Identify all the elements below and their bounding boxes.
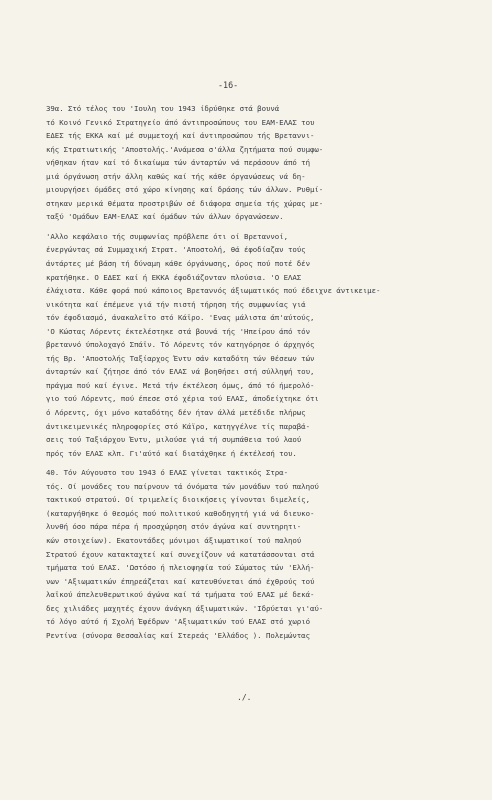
paragraph-39a [46,102,466,224]
text-line: νήθηκαν ήταν καί τό δικαίωμα τών άνταρτών νά περάσουν άπό τή [46,158,310,168]
text-line: δες χιλιάδες μαχητές έχουν άνάγκη άξιωματικών. 'Ιδρύεται γι'αύ- [46,603,324,613]
text-line: σεις τού Ταξιάρχου Έντυ, μιλούσε γιά τή συμπάθεια τού λαού [46,435,302,445]
text-line: Ρεντίνα (σύνορα Θεσσαλίας καί Στερεάς 'Ελλάδος ). Πολεμώντας [46,630,310,640]
paragraph-allo-kefalaio [46,230,466,460]
paragraph-40 [46,466,466,642]
text-line: τό Κοινό Γενικό Στρατηγείο άπό άντιπροσώπους του ΕΑΜ-ΕΛΑΣ του [46,117,315,127]
page-number: -16- [218,80,239,90]
text-line: έλάχιστα. Κάθε φορά πού κάποιος Βρεταννός άξιωματικός πού έδειχνε άντικειμε- [46,286,381,296]
text-line: τό λόγο αύτό ή Σχολή Έφέδρων 'Αξιωματικών τού ΕΛΑΣ στό χωριό [46,617,310,627]
text-line: 39α. Στό τέλος του 'Ιουλη του 1943 ίδρύθηκε στά βουνά [46,104,280,113]
text-line: κρατήθηκε. Ο ΕΔΕΣ καί ή ΕΚΚΑ έφοδιάζονταν πλούσια. 'Ο ΕΛΑΣ [46,272,302,282]
text-line: βρεταννό ύπολοχαγό Σπάϊν. Τό Λόρεντς τόν κατηγόρησε ό άρχηγός [46,340,315,350]
text-line: πρός τόν ΕΛΑΣ κλπ. Γι'αύτό καί διατάχθηκε ή έκτέλεσή του. [46,448,297,458]
text-line: τός. Οί μονάδες του παίρνουν τά όνόματα τών μονάδων τού παληού [46,481,319,491]
text-line: 'Αλλο κεφάλαιο τής συμφωνίας πρόβλεπε ότι οί Βρεταννοί, [46,231,288,241]
text-line: κών στοιχείων). Εκατοντάδες μόνιμοι άξιωματικοί τού παληού [46,535,302,545]
text-line: άνταρτών καί ζήτησε άπό τόν ΕΛΑΣ νά βοηθήσει στή σύλληψή του, [46,367,315,377]
text-line: νικότητα καί έπέμενε γιά τήν πιστή τήρηση τής συμφωνίας γιά [46,299,306,309]
continuation-mark: ./. [237,693,252,702]
text-line: τμήματα τού ΕΛΑΣ. 'Ωστόσο ή πλειοψηφία τού Σώματος τών 'Ελλή- [46,563,315,573]
text-line: νων 'Αξιωματικών έπηρεάζεται καί κατευθύνεται άπό έχθρούς τού [46,576,315,586]
text-line: ΕΔΕΣ τής ΕΚΚΑ καί μέ συμμετοχή καί άντιπροσώπου τής Βρεταννι- [46,131,315,141]
text-line: ένεργώντας σά Συμμαχική Στρατ. 'Αποστολή, θά έφοδίαζαν τούς [46,245,306,255]
text-line: τόν έφοδιασμό, άνακαλεϊτο στό Κάϊρο. 'Ενας μάλιστα άπ'αύτούς, [46,313,315,323]
text-line: μιά όργάνωση στήν άλλη καθώς καί τής κάθε όργανώσεως νά δη- [46,171,306,181]
text-line: άντικειμενικές πληροφορίες στό Κάϊρο, κατηγγέλνε τίς παραβά- [46,421,310,431]
text-line: κής Στρατιωτικής 'Αποστολής.'Ανάμεσα σ'άλλα ζητήματα πού συμφω- [46,144,324,154]
text-line: μιουργήσει όμάδες στό χώρο κίνησης καί δράσης τών άλλων. Ρυθμί- [46,185,324,195]
text-line: τακτικού στρατού. Οί τριμελείς διοικήσεις γίνονται διμελείς, [46,495,310,505]
text-line: λυνθή όσο πάρα πέρα ή προσχώρηση στόν άγώνα καί συντηρητι- [46,522,302,532]
text-line: πράγμα πού καί έγινε. Μετά τήν έκτέλεση όμως, άπό τό ήμερολό- [46,380,315,390]
body-text [46,102,466,642]
text-line: στηκαν μερικά θέματα προστριβών σέ διάφορα σημεία τής χώρας με- [46,198,324,208]
text-line: λαϊκού άπελευθερωτικού άγώνα καί τά τμήματα τού ΕΛΑΣ μέ δεκά- [46,590,315,600]
text-line: (καταργήθηκε ό θεσμός πού πολιτικού καθοδηγητή γιά νά διευκο- [46,508,315,518]
text-line: 40. Τόν Αύγουστο του 1943 ό ΕΛΑΣ γίνεται τακτικός Στρα- [46,468,288,478]
text-line: ταξύ 'Ομάδων ΕΑΜ-ΕΛΑΣ καί όμάδων τών άλλων όργανώσεων. [46,212,284,222]
text-line: ό Λόρεντς, όχι μόνο καταδότης δέν ήταν άλλά μετέδιδε πλήρως [46,408,306,418]
text-line: 'Ο Κώστας Λόρεντς έκτελέστηκε στά βουνά τής 'Ηπείρου άπό τόν [46,326,310,336]
text-line: Στρατού έχουν κατακταχτεί καί συνεχίζουν νά κατατάσσονται στά [46,549,315,559]
text-line: τής Βρ. 'Αποστολής Ταξίαρχος Έντυ σάν καταδότη τών θέσεων τών [46,353,315,363]
text-line: άντάρτες μέ βάση τή δύναμη κάθε όργάνωσης, όρος πού ποτέ δέν [46,259,310,269]
text-line: γιο τού Λόρεντς, πού έπεσε στό χέρια τού ΕΛΑΣ, άποδείχτηκε ότι [46,394,319,404]
